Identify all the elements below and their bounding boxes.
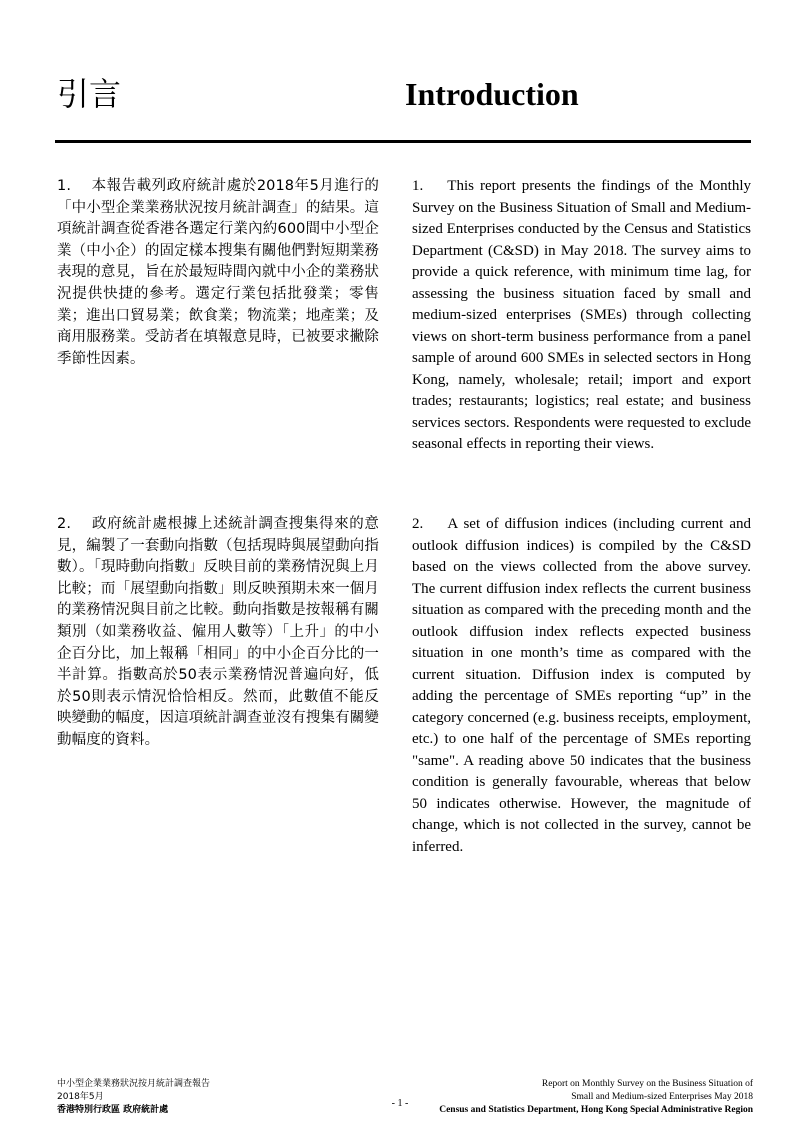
footer-report-title-en: Report on Monthly Survey on the Business Situation of bbox=[541, 1079, 753, 1089]
paragraph-text: This report presents the findings of the Monthly Survey on the Business Situation of Small and Medium-sized Enterprises conducted by the Census and Statistics Department (C&SD) in May 2018. The survey aims to provide a quick reference, with minimum time lag, for assessing the business situation faced by small and medium-sized enterprises (SMEs) through collecting views on short-term business performance from a panel sample of around 600 SMEs in selected sectors in Hong Kong, namely, wholesale; retail; import and export trades; restaurants; logistics; real estate; and business services sectors. Respondents were requested to exclude seasonal effects in reporting their views. bbox=[412, 178, 751, 452]
footer-department-en: Census and Statistics Department, Hong Kong Special Administrative Region bbox=[439, 1105, 753, 1115]
paragraph-number: 2. bbox=[57, 516, 72, 532]
footer-date-zh: 2018年5月 bbox=[57, 1092, 104, 1102]
footer-report-subtitle-en: Small and Medium-sized Enterprises May 2018 bbox=[571, 1092, 753, 1102]
paragraph-number: 2. bbox=[412, 516, 424, 532]
paragraph-number: 1. bbox=[57, 178, 72, 194]
paragraph-zh-2 bbox=[57, 514, 379, 752]
page-number: - 1 - bbox=[391, 1098, 409, 1109]
title-divider bbox=[55, 140, 751, 143]
paragraph-text: 本報告載列政府統計處於2018年5月進行的「中小型企業業務狀況按月統計調查」的結果。這項統計調查從香港各選定行業內約600間中小型企業（中小企）的固定樣本搜集有關他們對短期業務表現的意見，旨在於最短時間內就中小企的業務狀況提供快捷的參考。選定行業包括批發業；零售業；進出口貿易業；飲食業；物流業；地產業；及商用服務業。受訪者在填報意見時，已被要求撇除季節性因素。 bbox=[57, 178, 379, 367]
paragraph-en-2 bbox=[412, 514, 751, 858]
footer-right bbox=[439, 1078, 753, 1117]
paragraph-text: 政府統計處根據上述統計調查搜集得來的意見，編製了一套動向指數（包括現時與展望動向指數）。「現時動向指數」反映目前的業務情況與上月比較；而「展望動向指數」則反映預期未來一個月的業務情況與目前之比較。動向指數是按報稱有關類別（如業務收益、僱用人數等）「上升」的中小企百分比，加上報稱「相同」的中小企百分比的一半計算。指數高於50表示業務情況普遍向好，低於50則表示情況恰恰相反。然而，此數值不能反映變動的幅度，因這項統計調查並沒有搜集有關變動幅度的資料。 bbox=[57, 516, 379, 748]
paragraph-zh-1 bbox=[57, 176, 379, 370]
paragraph-number: 1. bbox=[412, 178, 424, 194]
footer-report-title-zh: 中小型企業業務狀況按月統計調查報告 bbox=[57, 1079, 211, 1089]
page-title-chinese: 引言 bbox=[57, 75, 122, 113]
paragraph-en-1 bbox=[412, 176, 751, 456]
paragraph-text: A set of diffusion indices (including current and outlook diffusion indices) is compiled by the C&SD based on the views collected from the above survey. The current diffusion index reflects the current business situation as compared with the preceding month and the outlook diffusion index reflects expected business situation in one month’s time as compared with the current situation. Diffusion index is computed by adding the percentage of SMEs reporting “up” in the category concerned (e.g. business receipts, employment, etc.) to one half of the percentage of SMEs reporting "same". A reading above 50 indicates that the business condition is generally favourable, whereas that below 50 indicates otherwise. However, the magnitude of change, which is not collected in the survey, cannot be inferred. bbox=[412, 516, 752, 855]
page-title-english: Introduction bbox=[405, 76, 579, 112]
footer-department-zh: 香港特別行政區 政府統計處 bbox=[57, 1105, 169, 1115]
